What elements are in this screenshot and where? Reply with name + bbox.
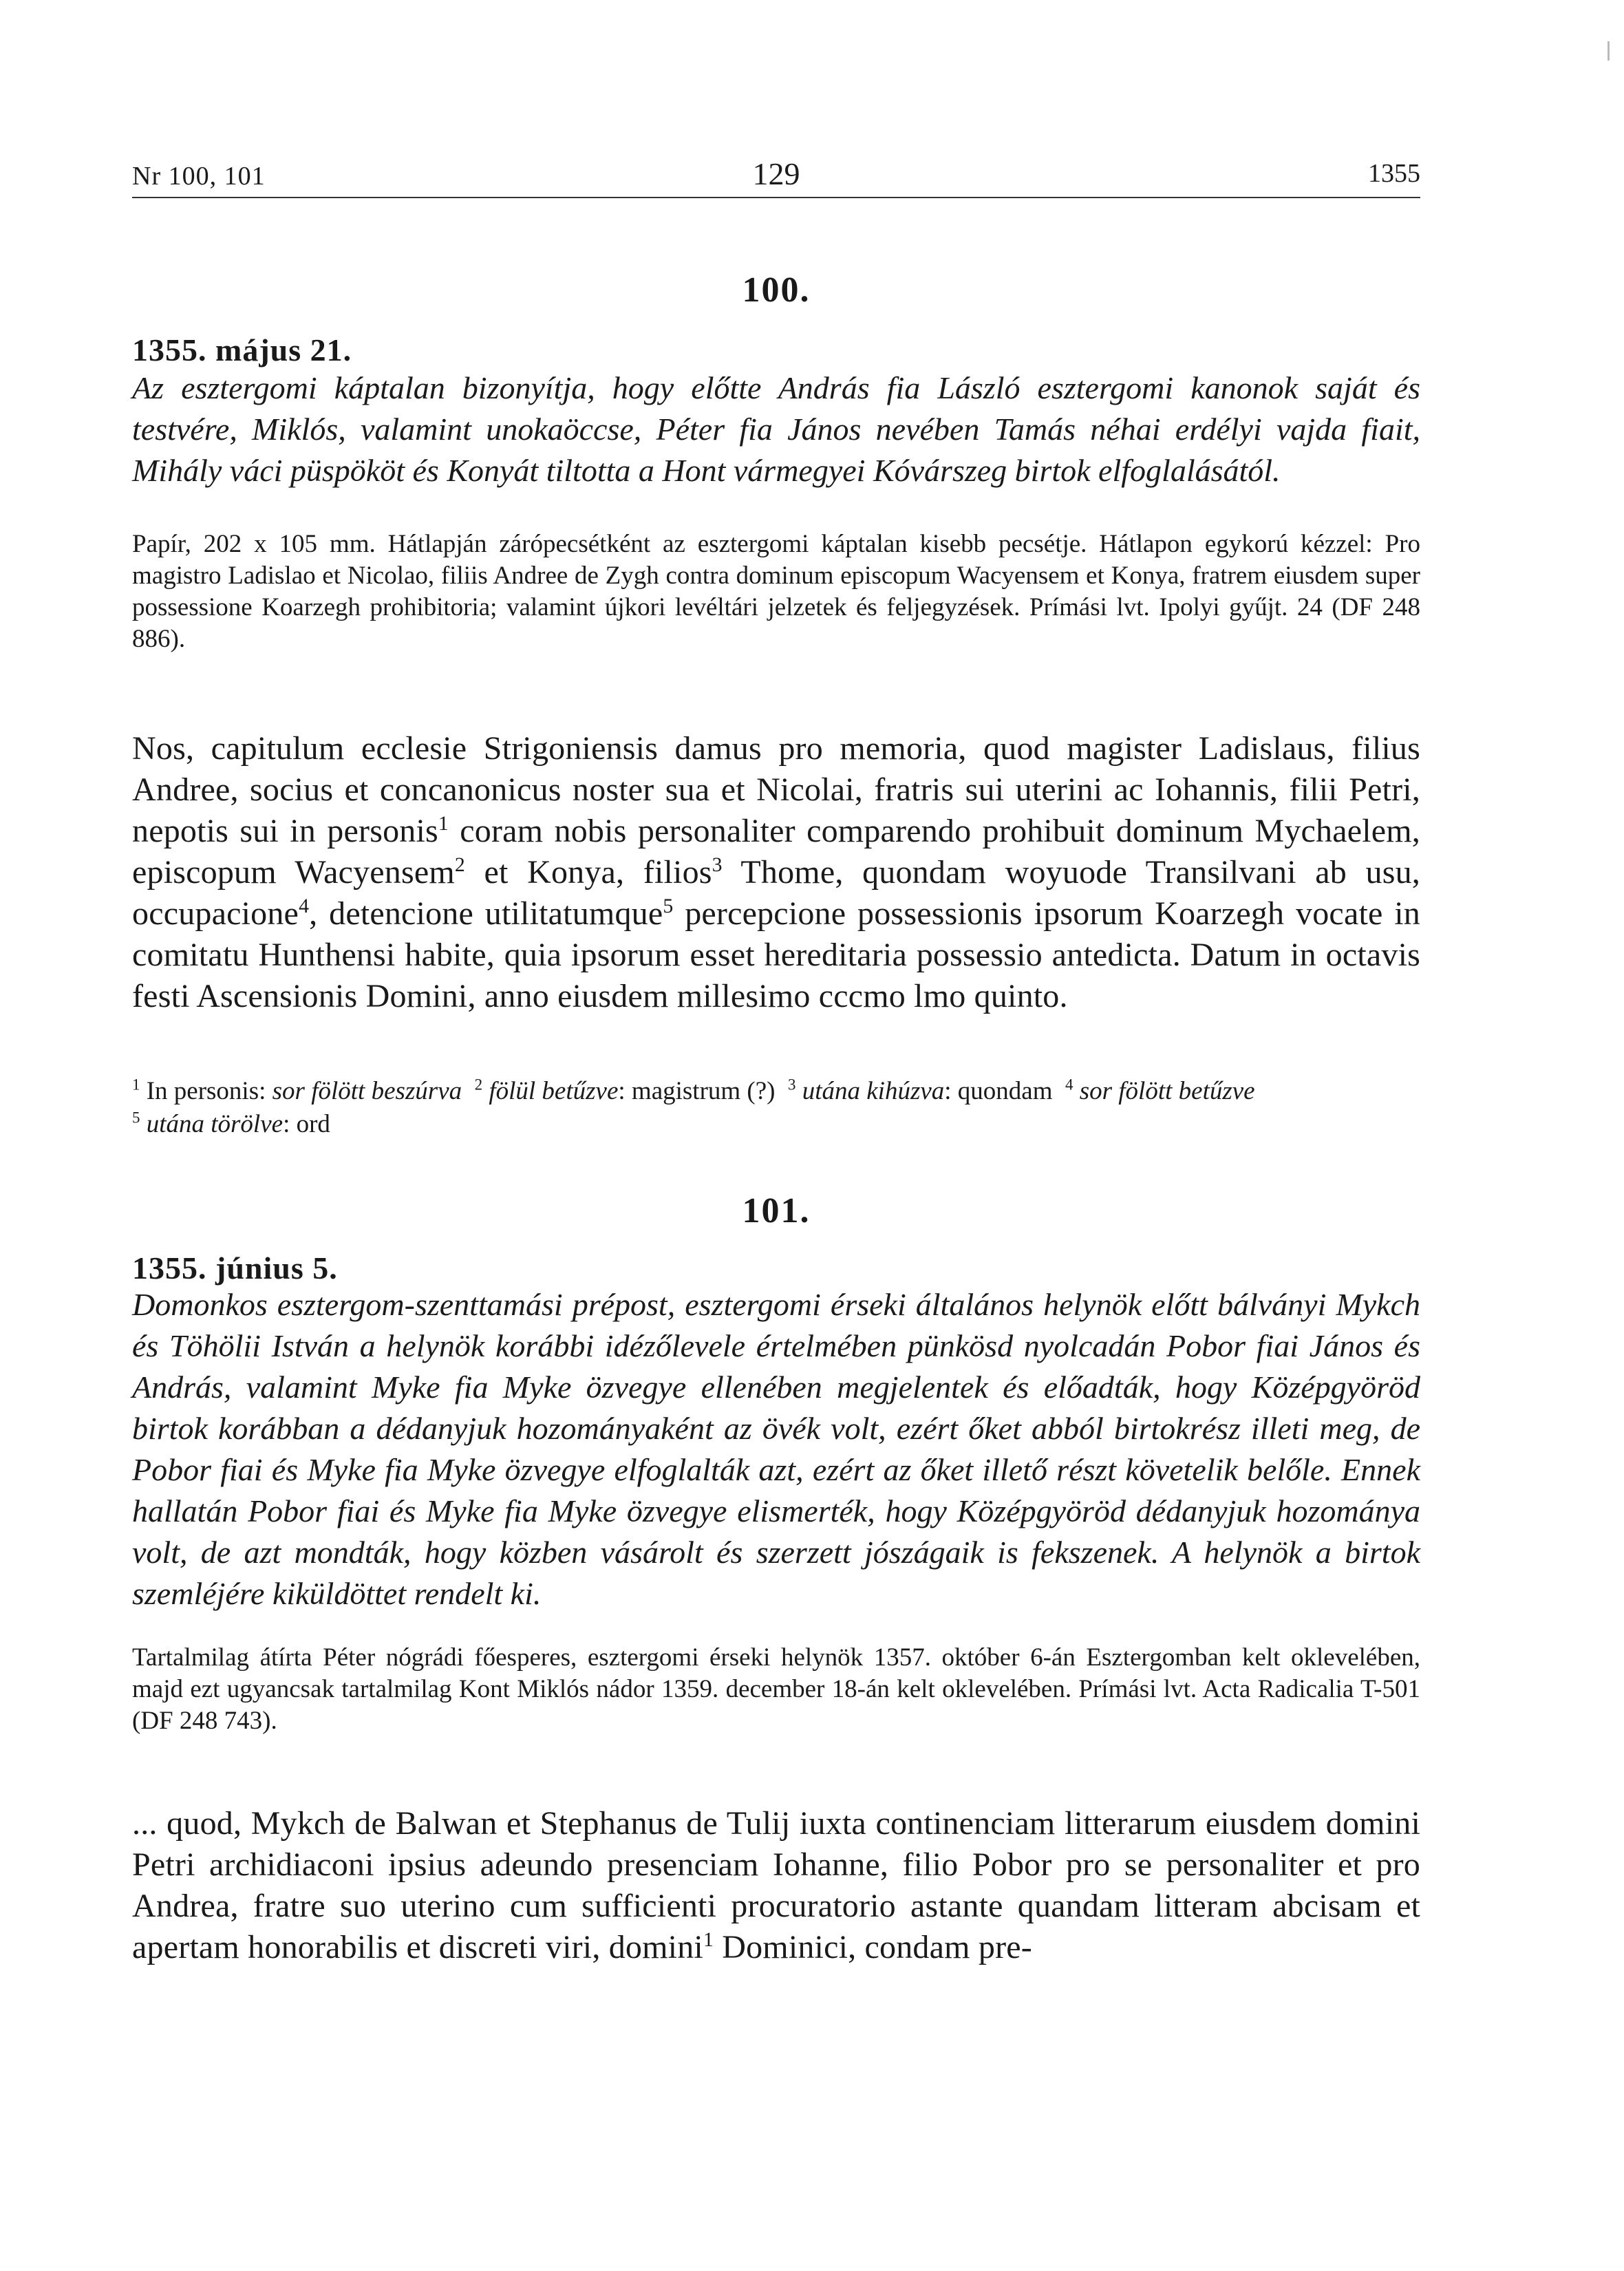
running-head xyxy=(132,156,1420,198)
text-segment: percepcione possessionis ipsorum Koarzegh vocate in comitatu Hunthensi habite, quia ipsorum esset hereditaria possessio antedicta. Datum in octavis festi Ascensionis Domini, anno eiusdem millesimo cccmo lmo quinto. xyxy=(132,895,1420,1014)
footnote-ref: 1 xyxy=(703,1928,714,1951)
footnote: $^5$ utána törölve: ord xyxy=(132,1109,330,1138)
footnote-ref: 4 xyxy=(299,895,310,917)
footnote-ref: 5 xyxy=(663,895,674,917)
edition-text-100 xyxy=(132,728,1420,1017)
text-segment: ... quod, Mykch de Balwan et Stephanus de Tulij iuxta continenciam litterarum eiusdem domini Petri archidiaconi ipsius adeundo presenciam Iohanne, filio Pobor pro se personaliter et pro Andrea, fratre suo uterino cum sufficienti procuratorio astante quandam litteram abcisam et apertam honorabilis et discreti viri, domini xyxy=(132,1805,1420,1965)
edition-text-101 xyxy=(132,1803,1420,1968)
doc-date-101: 1355. június 5. xyxy=(132,1250,338,1286)
text-segment: et Konya, filios xyxy=(465,854,712,891)
page-number: 129 xyxy=(752,156,800,191)
regest-100: Az esztergomi káptalan bizonyítja, hogy előtte András fia László esztergomi kanonok saját és testvére, Miklós, valamint unokaöccse, Péter fia János nevében Tamás néhai erdélyi vajda fiait, Mihály váci püspököt és Konyát tiltotta a Hont vármegyei Kóvárszeg birtok elfoglalásától. xyxy=(132,370,1420,488)
text-segment: Nos, capitulum ecclesie Strigoniensis damus pro memoria, quod magister Ladislaus, filius Andree, socius et concanonicus noster sua et Nicolai, fratris sui uterini ac Iohannis, filii Petri, nepotis sui in personis xyxy=(132,730,1420,849)
text-segment: coram nobis personaliter comparendo prohibuit dominum Mychaelem, episcopum Wacyensem xyxy=(132,813,1421,891)
footnote-ref: 2 xyxy=(454,853,465,876)
apparatus-101: Tartalmilag átírta Péter nógrádi főesperes, esztergomi érseki helynök 1357. október 6-án Esztergomban kelt oklevelében, majd ezt ugyancsak tartalmilag Kont Miklós nádor 1359. december 18-án kelt oklevelében. Prímási lvt. Acta Radicalia T-501 (DF 248 743). xyxy=(132,1643,1420,1735)
running-head-doc-numbers: Nr 100, 101 xyxy=(132,162,266,191)
scan-margin-mark xyxy=(1607,41,1610,61)
footnote-ref: 1 xyxy=(438,812,449,835)
apparatus-100: Papír, 202 x 105 mm. Hátlapján zárópecsétként az esztergomi káptalan kisebb pecsétje. Hátlapon egykorú kézzel: Pro magistro Ladislao et Nicolao, filiis Andree de Zygh contra dominum episcopum Wacyensem et Konya, fratrem eiusdem super possessione Koarzegh prohibitoria; valamint újkori levéltári jelzetek és feljegyzések. Prímási lvt. Ipolyi gyűjt. 24 (DF 248 886). xyxy=(132,530,1420,653)
running-head-year: 1355 xyxy=(1368,159,1420,188)
text-segment: , detencione utilitatumque xyxy=(309,895,663,932)
regest-101: Domonkos esztergom-szenttamási prépost, esztergomi érseki általános helynök előtt bálványi Mykch és Töhölii István a helynök korábbi idézőlevele értelmében pünkösd nyolcadán Pobor fiai János és András, valamint Myke fia Myke özvegye ellenében megjelentek és előadták, hogy Középgyöröd birtok korábban a dédanyjuk hozományaként az övék volt, ezért őket abból birtokrész illeti meg, de Pobor fiai és Myke fia Myke özvegye elfoglalták azt, ezért az őket illető részt követelik belőle. Ennek hallatán Pobor fiai és Myke fia Myke özvegye elismerték, hogy Középgyöröd dédanyjuk hozománya volt, de azt mondták, hogy közben vásárolt és szerzett jószágaik is fekszenek. A helynök a birtok szemléjére kiküldöttet rendelt ki. xyxy=(132,1287,1420,1611)
doc-date-100: 1355. május 21. xyxy=(132,332,352,367)
text-segment: Dominici, condam pre- xyxy=(714,1929,1032,1965)
footnote: $^1$ In personis: sor fölött beszúrva xyxy=(132,1076,462,1105)
doc-number-100: 100. xyxy=(742,270,811,310)
footnote-ref: 3 xyxy=(712,853,723,876)
text-segment: Thome, quondam woyuode Transilvani ab usu, occupacione xyxy=(132,854,1420,932)
footnotes-100 xyxy=(132,1075,1420,1141)
footnote: $^3$ utána kihúzva: quondam xyxy=(788,1076,1053,1105)
doc-number-101: 101. xyxy=(742,1191,811,1230)
footnote: $^4$ sor fölött betűzve xyxy=(1065,1076,1255,1105)
footnote: $^2$ fölül betűzve: magistrum (?) xyxy=(474,1076,776,1105)
